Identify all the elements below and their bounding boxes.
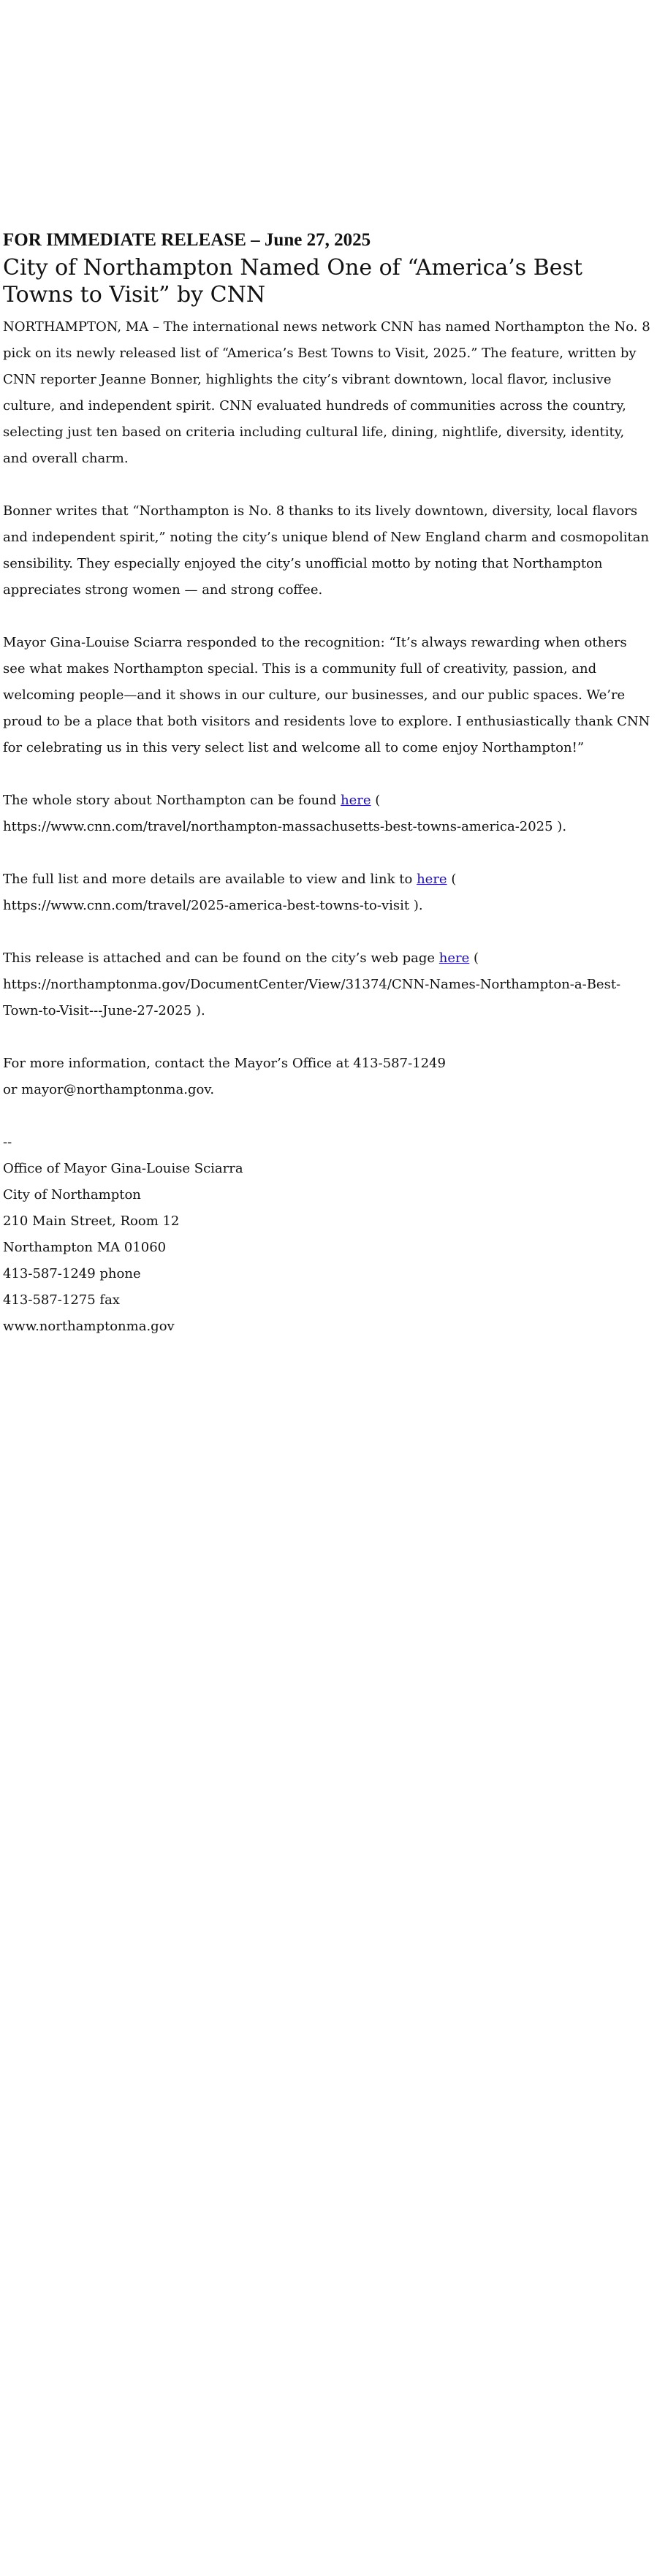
story-link-url: ( https://www.cnn.com/travel/northampton-massachusetts-best-towns-america-2025 ). bbox=[3, 793, 567, 834]
story-link-prefix: The whole story about Northampton can be found bbox=[3, 793, 341, 808]
paragraph-list-link bbox=[3, 866, 652, 919]
signature-office: Office of Mayor Gina-Louise Sciarra bbox=[3, 1161, 243, 1176]
page-title: City of Northampton Named One of “America’s Best Towns to Visit” by CNN bbox=[3, 255, 582, 308]
signature-fax: 413-587-1275 fax bbox=[3, 1292, 120, 1308]
story-here-link[interactable]: here bbox=[341, 793, 371, 808]
signature-city: City of Northampton bbox=[3, 1187, 141, 1203]
signature-town: Northampton MA 01060 bbox=[3, 1240, 167, 1255]
list-link-prefix: The full list and more details are available to view and link to bbox=[3, 872, 417, 887]
paragraph-mayor-quote: Mayor Gina-Louise Sciarra responded to the recognition: “It’s always rewarding when others see what makes Northampton special. This is a community full of creativity, passion, and welcoming people—and it shows in our culture, our businesses, and our public spaces. We’re proud to be a place that both visitors and residents love to explore. I enthusiastically thank CNN for celebrating us in this very select list and welcome all to come enjoy Northampton!” bbox=[3, 635, 650, 755]
contact-line-2: or mayor@northamptonma.gov. bbox=[3, 1082, 215, 1097]
paragraph-intro: NORTHAMPTON, MA – The international news network CNN has named Northampton the No. 8 pick on its newly released list of “America’s Best Towns to Visit, 2025.” The feature, written by CNN reporter Jeanne Bonner, highlights the city’s vibrant downtown, local flavor, inclusive culture, and independent spirit. CNN evaluated hundreds of communities across the country, selecting just ten based on criteria including cultural life, dining, nightlife, diversity, identity, and overall charm. bbox=[3, 319, 650, 466]
signature-phone: 413-587-1249 phone bbox=[3, 1266, 141, 1281]
contact-line-1: For more information, contact the Mayor’s Office at 413-587-1249 bbox=[3, 1056, 446, 1071]
release-link-url: ( https://northamptonma.gov/DocumentCenter/View/31374/CNN-Names-Northampton-a-Best-Town-to-Visit---June-27-2025 ). bbox=[3, 950, 621, 1018]
release-date-line: FOR IMMEDIATE RELEASE – June 27, 2025 bbox=[3, 230, 371, 250]
signature-dashes: -- bbox=[3, 1135, 12, 1150]
signature-website: www.northamptonma.gov bbox=[3, 1319, 175, 1334]
paragraph-story-link bbox=[3, 788, 652, 840]
paragraph-release-link bbox=[3, 945, 652, 1024]
press-release bbox=[3, 228, 652, 1340]
release-here-link[interactable]: here bbox=[438, 950, 470, 966]
list-here-link[interactable]: here bbox=[417, 872, 447, 887]
list-link-url: ( https://www.cnn.com/travel/2025-america-best-towns-to-visit ). bbox=[3, 872, 457, 913]
signature-street: 210 Main Street, Room 12 bbox=[3, 1213, 180, 1229]
release-link-prefix: This release is attached and can be found on the city’s web page bbox=[3, 950, 439, 966]
signature-block bbox=[3, 1129, 652, 1340]
paragraph-bonner-quote: Bonner writes that “Northampton is No. 8 thanks to its lively downtown, diversity, local flavors and independent spirit,” noting the city’s unique blend of New England charm and cosmopolitan sensibility. They especially enjoyed the city’s unofficial motto by noting that Northampton appreciates strong women — and strong coffee. bbox=[3, 503, 650, 598]
paragraph-contact bbox=[3, 1051, 652, 1103]
